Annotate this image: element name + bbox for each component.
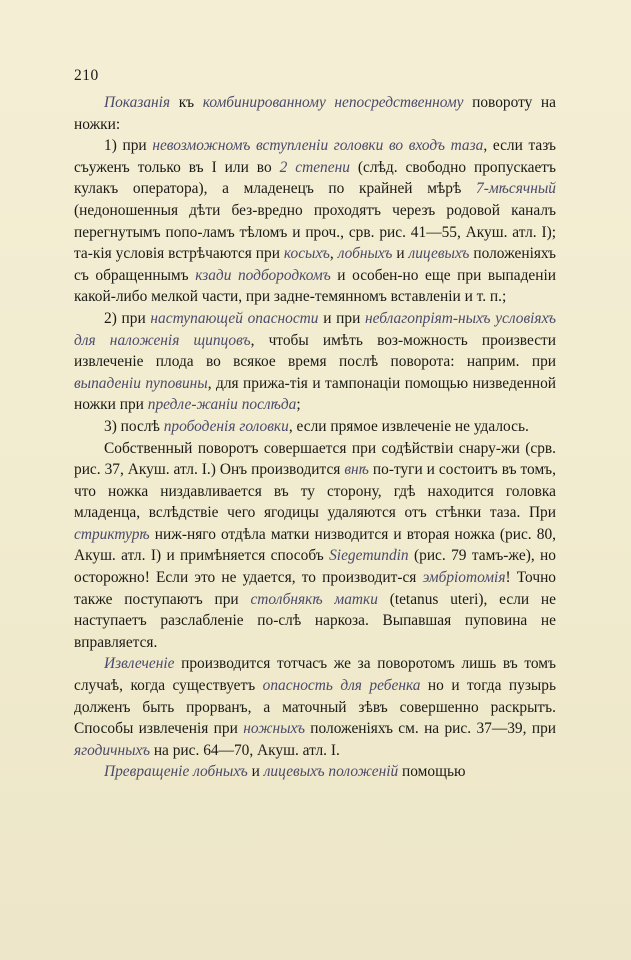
italic-run: невозможномъ вступленіи головки во входъ таза — [152, 137, 484, 155]
text-run: 1) при — [104, 137, 153, 155]
text-run: помощью — [398, 763, 466, 781]
italic-run: предле-жаніи послѣда — [147, 396, 297, 414]
italic-run: Siegemundin — [329, 547, 409, 565]
text-run: 2) при — [104, 309, 151, 327]
italic-run: комбинированному непосредственному — [202, 94, 464, 111]
text-run: (tetanus uteri), если не наступаетъ разслабленіе по-слѣ наркоза. Выпавшая пуповина не вправляется. — [74, 590, 556, 651]
text-run: и — [392, 245, 409, 263]
italic-run: косыхъ — [283, 245, 330, 263]
text-run: и — [247, 763, 264, 781]
italic-run: стриктурѣ — [74, 525, 150, 543]
italic-run: Превращеніе лобныхъ — [104, 763, 248, 781]
text-run: положеніяхъ съ обращеннымъ — [74, 245, 556, 284]
italic-run: внѣ — [344, 461, 369, 479]
text-run: ; — [296, 396, 301, 414]
italic-run: эмбріотомія — [422, 569, 506, 587]
italic-run: Извлеченіе — [104, 655, 175, 673]
text-run: (слѣд. свободно пропускаетъ кулакъ оператора), а младенецъ по крайней мѣрѣ — [74, 158, 556, 198]
paragraph-indications-heading — [74, 92, 556, 135]
text-run: ниж-няго отдѣла матки низводится и вторая ножка (рис. 80, Акуш. атл. I) и примѣняется способъ — [74, 525, 556, 565]
text-run: , если прямое извлеченіе не удалось. — [288, 417, 529, 435]
text-run: , если тазъ съуженъ только въ I или во — [74, 137, 556, 176]
text-run: 3) послѣ — [104, 417, 164, 435]
text-run: и особен-но еще при выпаденіи какой-либо мелкой части, при задне-темянномъ вставленіи и т. п.; — [74, 266, 556, 306]
italic-run: опасность для ребенка — [262, 677, 421, 695]
italic-run: лицевыхъ — [408, 245, 470, 263]
paragraph-indication-2 — [74, 308, 556, 416]
italic-run: лицевыхъ положеній — [263, 763, 399, 781]
text-run: , — [329, 245, 338, 263]
text-run: къ — [170, 94, 203, 111]
italic-run: 2 степени — [279, 158, 350, 176]
text-run: повороту на ножки: — [74, 94, 556, 133]
paragraph-conversion — [74, 761, 556, 783]
italic-run: столбнякѣ матки — [250, 590, 378, 608]
body-text — [74, 92, 556, 783]
text-run: производится тотчасъ же за поворотомъ лишь въ томъ случаѣ, когда существуетъ — [74, 655, 556, 695]
italic-run: ножныхъ — [243, 720, 305, 738]
text-run: , для прижа-тія и тампонаціи помощью низведенной ножки при — [74, 374, 557, 414]
text-run: и при — [318, 309, 366, 327]
text-run: (недоношенныя дѣти без-вредно проходятъ черезъ родовой каналъ перегнутымъ попо-ламъ тѣломъ и проч., срв. рис. 41—55, Акуш. атл. I); та-кія условія встрѣчаются при — [74, 201, 556, 263]
paragraph-indication-3 — [74, 416, 556, 438]
text-run: (рис. 79 тамъ-же), но осторожно! Если это не удается, то производит-ся — [74, 547, 556, 587]
italic-run: ягодичныхъ — [74, 741, 150, 759]
italic-run: выпаденіи пуповины — [74, 374, 208, 392]
text-run: , чтобы имѣть воз-можность произвести извлеченіе плода во всякое время послѣ поворота: наприм. при — [74, 331, 556, 371]
italic-run: 7-мѣсячный — [476, 180, 556, 198]
paragraph-extraction — [74, 653, 556, 761]
text-run: Собственный поворотъ совершается при содѣйствіи снару-жи (срв. рис. 37, Акуш. атл. I.) Онъ производится — [74, 439, 556, 479]
text-run: но и тогда пузырь долженъ быть прорванъ, а маточный зѣвъ совершенно раскрытъ. Способы извлеченія при — [74, 677, 556, 738]
italic-run: неблагопріят-ныхъ условіяхъ для наложенія щипцовъ — [74, 309, 557, 349]
text-run: по-туги и состоитъ въ томъ, что ножка низдавливается въ ту сторону, гдѣ находится головка младенца, вслѣдствіе чего ягодицы удаляются отъ стѣнки таза. При — [74, 461, 556, 522]
italic-run: лобныхъ — [337, 245, 393, 263]
italic-run: наступающей опасности — [150, 309, 319, 327]
italic-run: Показанія — [104, 94, 171, 111]
paragraph-version-technique — [74, 438, 556, 654]
paragraph-indication-1 — [74, 135, 556, 308]
text-run: положеніяхъ см. на рис. 37—39, при — [304, 720, 556, 738]
text-run: ! Точно также поступаютъ при — [74, 569, 557, 608]
italic-run: прободенія головки — [163, 417, 289, 435]
page-number: 210 — [74, 67, 99, 84]
text-run: на рис. 64—70, Акуш. атл. I. — [149, 741, 340, 759]
italic-run: кзади подбородкомъ — [195, 266, 331, 284]
